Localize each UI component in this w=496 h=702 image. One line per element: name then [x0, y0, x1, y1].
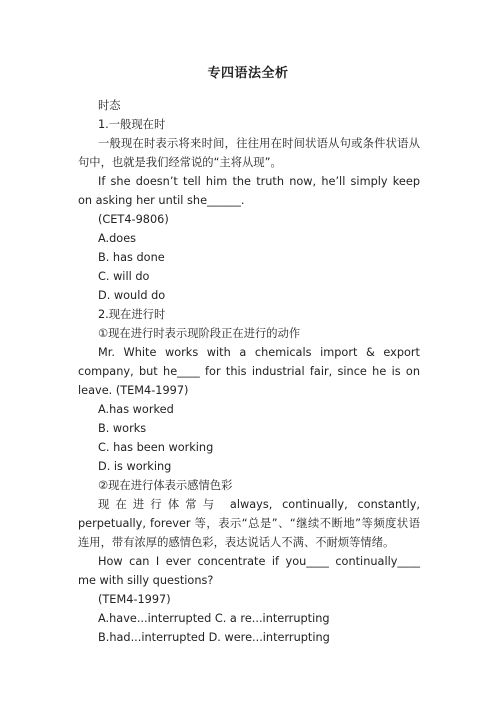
example-sentence-1: If she doesn’t tell him the truth now, he’ll simply keep on asking her until she______. — [78, 175, 420, 207]
options-3-line-1: A.have...interrupted C. a re...interrupting — [98, 612, 330, 625]
subpoint-progressive-2: ②现在进行体表示感情色彩 — [98, 479, 233, 492]
options-3-line-2: B.had...interrupted D. were...interrupting — [98, 631, 330, 644]
option-1b: B. has done — [98, 251, 165, 264]
source-ref-1: (CET4-9806) — [98, 213, 169, 226]
subheading-simple-present: 1.一般现在时 — [98, 118, 166, 131]
option-2b: B. works — [98, 422, 147, 435]
document-title: 专四语法全析 — [207, 66, 289, 81]
option-1d: D. would do — [98, 289, 166, 302]
option-2c: C. has been working — [98, 441, 214, 454]
subpoint-progressive-1: ①现在进行时表示现阶段正在进行的动作 — [98, 327, 301, 340]
source-ref-3: (TEM4-1997) — [98, 593, 171, 606]
example-sentence-2: Mr. White works with a chemicals import & export company, but he____ for this industrial fair, since he is on leave. (TEM4-1997) — [78, 346, 420, 397]
example-sentence-3: How can I ever concentrate if you____ continually____ me with silly questions? — [78, 555, 420, 587]
subheading-present-progressive: 2.现在进行时 — [98, 308, 166, 321]
option-2a: A.has worked — [98, 403, 174, 416]
option-1c: C. will do — [98, 270, 150, 283]
option-1a: A.does — [98, 232, 137, 245]
paragraph-progressive-emotion: 现在进行体常与 always, continually, constantly, perpetually, forever 等，表示“总是”、“继续不断地”等频度状语连用，带有浓厚的感情色彩，表达说话人不满、不耐烦等情绪。 — [78, 498, 420, 549]
section-heading-tense: 时态 — [98, 99, 121, 112]
paragraph-simple-present-explanation: 一般现在时表示将来时间，往往用在时间状语从句或条件状语从句中，也就是我们经常说的“主将从现”。 — [78, 137, 420, 169]
document-body — [78, 96, 420, 647]
option-2d: D. is working — [98, 460, 172, 473]
